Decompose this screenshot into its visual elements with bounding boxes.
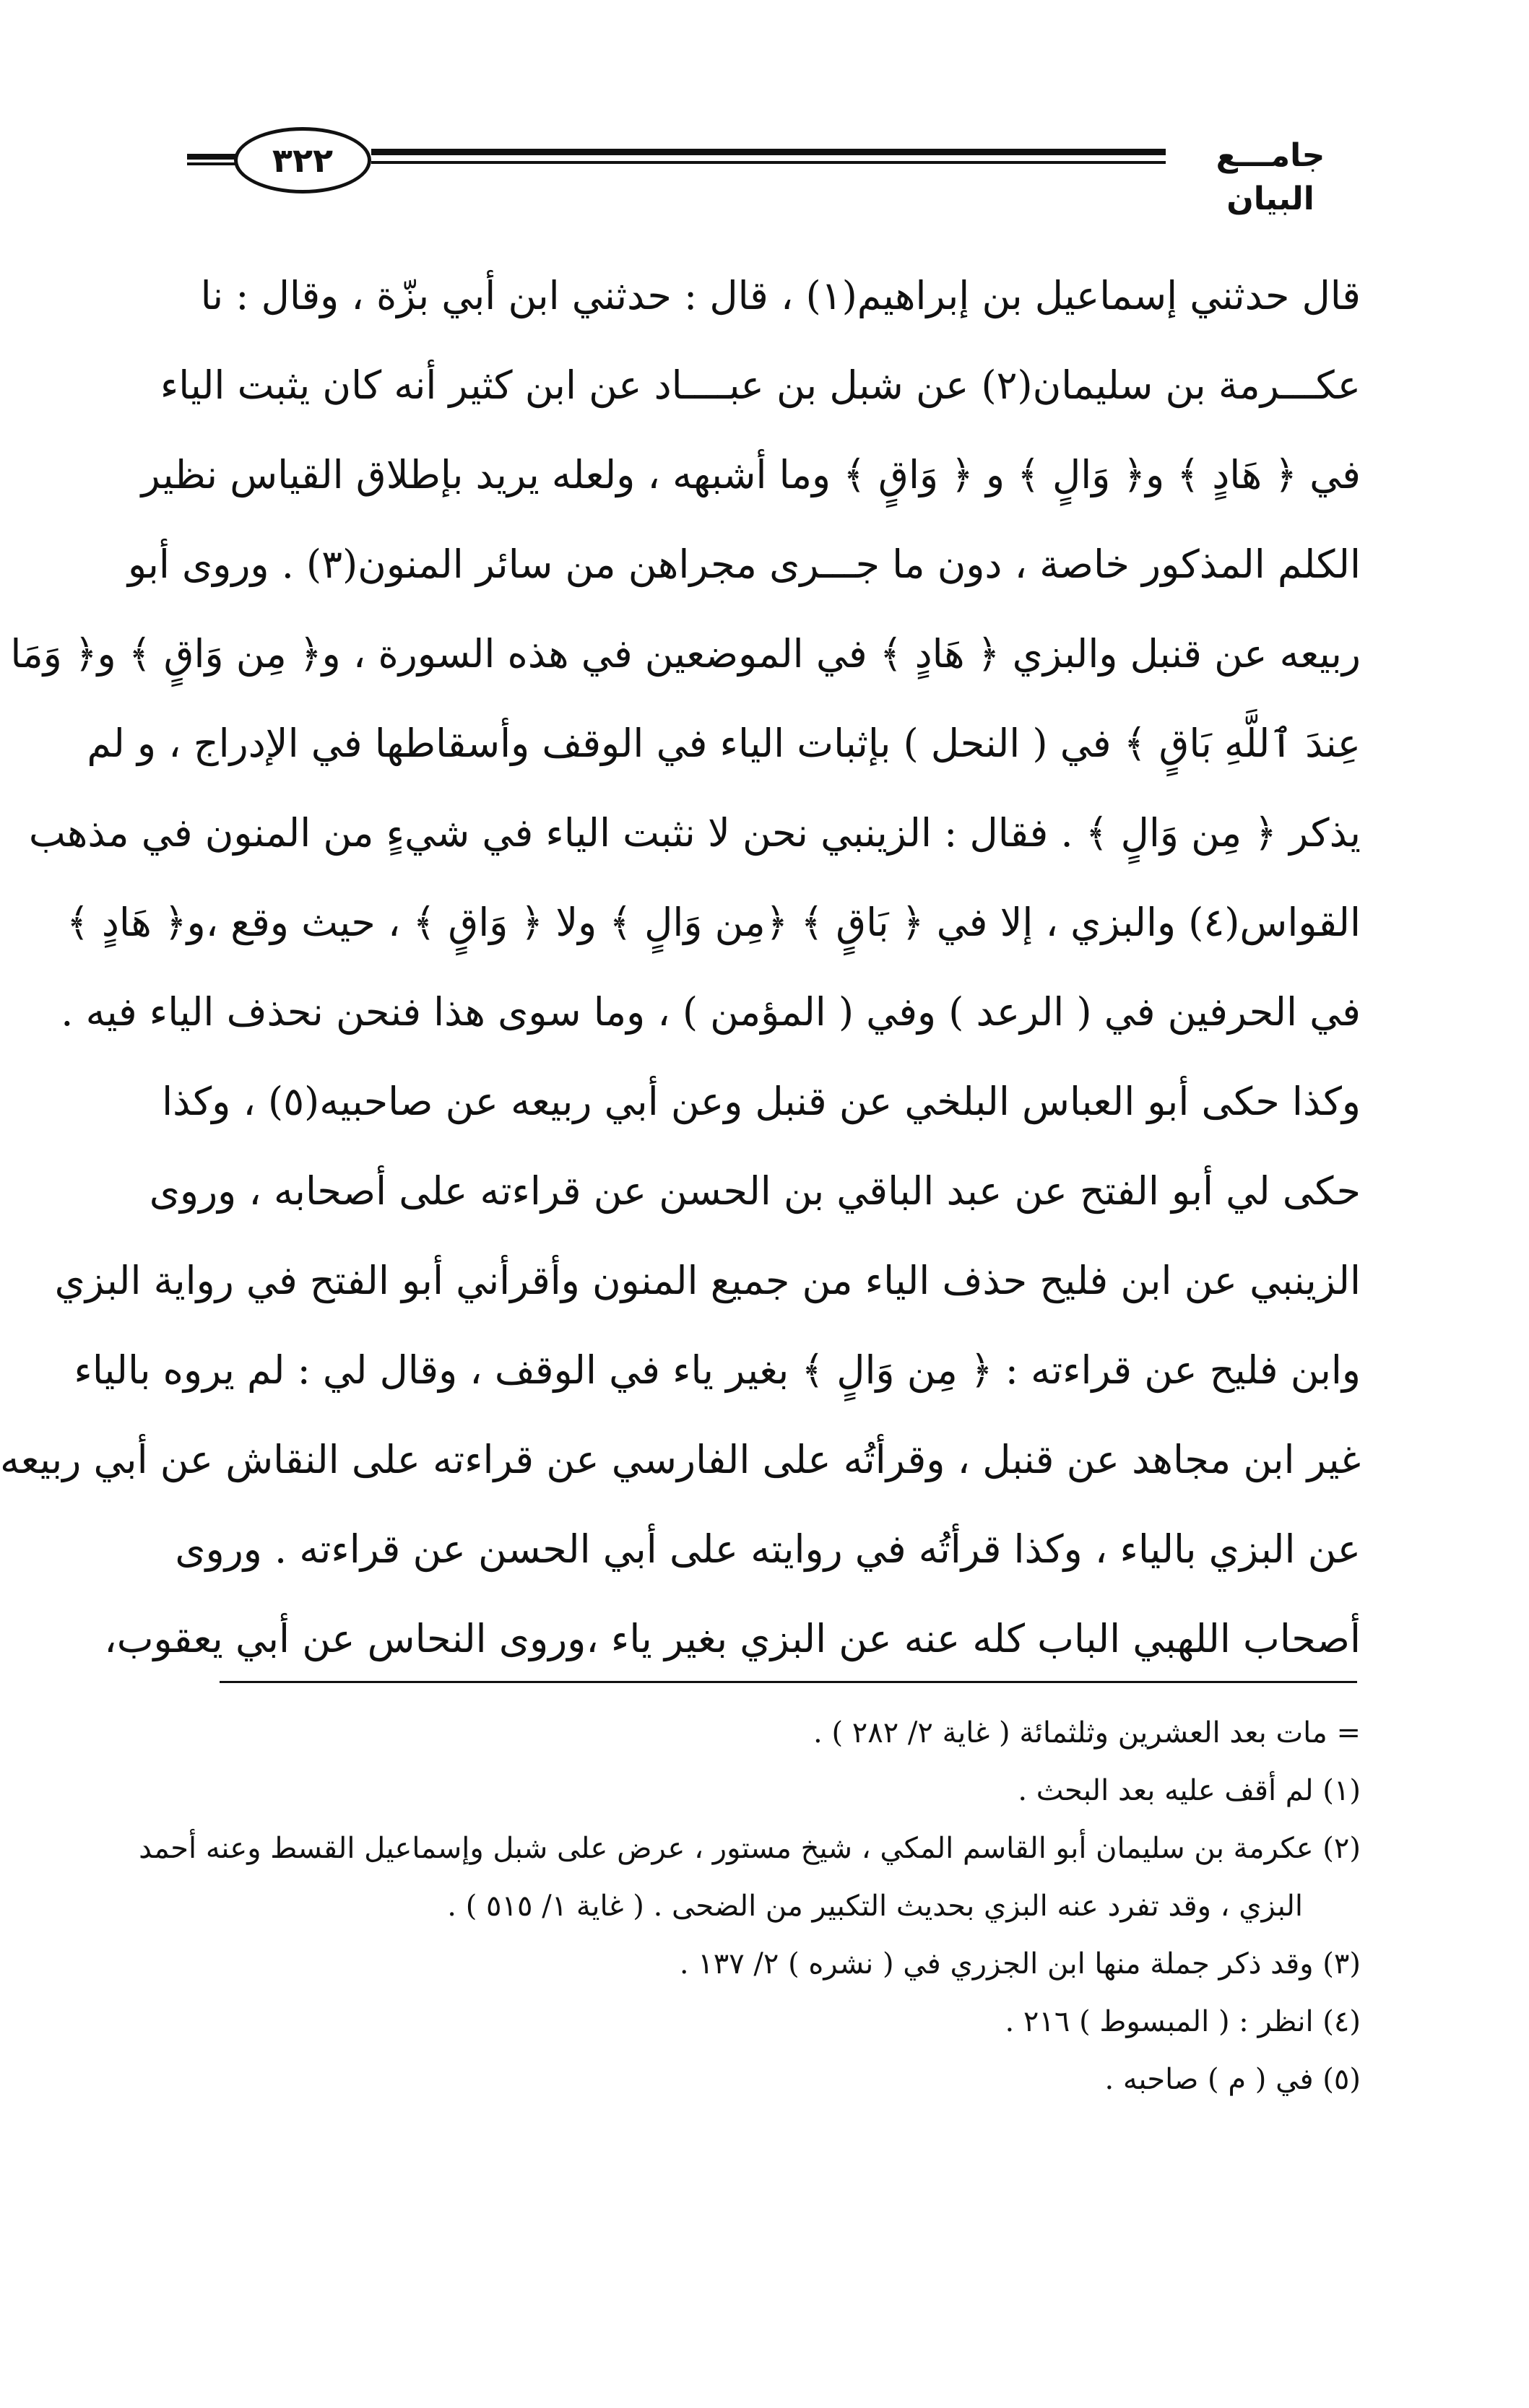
header-rule-right [371,149,1166,169]
body-line: وابن فليح عن قراءته : ﴿ مِن وَالٍ ﴾ بغير ياء في الوقف ، وقال لي : لم يروه بالياء [74,1347,1361,1393]
body-line: عِندَ ٱللَّهِ بَاقٍ ﴾ في ( النحل ) بإثبات الياء في الوقف وأسقاطها في الإدراج ، و لم [87,721,1361,766]
body-line: عن البزي بالياء ، وكذا قرأتُه في روايته على أبي الحسن عن قراءته . وروى [175,1526,1361,1572]
footnotes [139,1704,1361,2108]
footnote: (٣) وقد ذكر جملة منها ابن الجزري في ( نشره ) ٢/ ١٣٧ . [679,1947,1361,1981]
footnote: (٥) في ( م ) صاحبه . [1104,2063,1361,2096]
body-line: القواس(٤) والبزي ، إلا في ﴿ بَاقٍ ﴾ ﴿مِن وَالٍ ﴾ ولا ﴿ وَاقٍ ﴾ ، حيث وقع ،و﴿ هَادٍ ﴾ [66,900,1361,945]
body-line: غير ابن مجاهد عن قنبل ، وقرأتُه على الفارسي عن قراءته على النقاش عن أبي ربيعه [0,1437,1361,1482]
body-line: قال حدثني إسماعيل بن إبراهيم(١) ، قال : حدثني ابن أبي بزّة ، وقال : نا [200,273,1361,318]
footnote-separator [220,1681,1357,1683]
footnote-continuation: البزي ، وقد تفرد عنه البزي بحديث التكبير من الضحى . ( غاية ١/ ٥١٥ ) . [447,1890,1303,1923]
body-line: ربيعه عن قنبل والبزي ﴿ هَادٍ ﴾ في الموضعين في هذه السورة ، و﴿ مِن وَاقٍ ﴾ و﴿ وَمَا [10,631,1361,677]
body-line: حكى لي أبو الفتح عن عبد الباقي بن الحسن عن قراءته على أصحابه ، وروى [149,1168,1361,1214]
running-title: جامـــع البيان [1216,137,1325,217]
body-text [0,251,1361,1684]
body-line: أصحاب اللهبي الباب كله عنه عن البزي بغير ياء ،وروى النحاس عن أبي يعقوب، [104,1616,1361,1661]
body-line: يذكر ﴿ مِن وَالٍ ﴾ . فقال : الزينبي نحن لا نثبت الياء في شيءٍ من المنون في مذهب [28,810,1361,856]
body-line: في ﴿ هَادٍ ﴾ و﴿ وَالٍ ﴾ و ﴿ وَاقٍ ﴾ وما أشبهه ، ولعله يريد بإطلاق القياس نظير [141,452,1361,497]
footnote: (٤) انظر : ( المبسوط ) ٢١٦ . [1005,2005,1361,2038]
footnote: (١) لم أقف عليه بعد البحث . [1018,1774,1361,1807]
body-line: وكذا حكى أبو العباس البلخي عن قنبل وعن أبي ربيعه عن صاحبيه(٥) ، وكذا [162,1079,1361,1124]
page-number-badge [234,127,371,194]
header-rule-left [187,154,238,167]
body-line: الزينبي عن ابن فليح حذف الياء من جميع المنون وأقرأني أبو الفتح في رواية البزي [54,1258,1361,1303]
footnote: (٢) عكرمة بن سليمان أبو القاسم المكي ، شيخ مستور ، عرض على شبل وإسماعيل القسط وعنه أحمد [139,1832,1361,1865]
body-line: الكلم المذكور خاصة ، دون ما جـــرى مجراهن من سائر المنون(٣) . وروى أبو [127,542,1361,587]
body-line: عكـــرمة بن سليمان(٢) عن شبل بن عبــــاد عن ابن كثير أنه كان يثبت الياء [160,362,1361,408]
page-number: ٣٢٢ [272,141,334,180]
footnote: = مات بعد العشرين وثلثمائة ( غاية ٢/ ٢٨٢ ) . [813,1716,1361,1750]
body-line: في الحرفين في ( الرعد ) وفي ( المؤمن ) ، وما سوى هذا فنحن نحذف الياء فيه . [61,989,1361,1035]
